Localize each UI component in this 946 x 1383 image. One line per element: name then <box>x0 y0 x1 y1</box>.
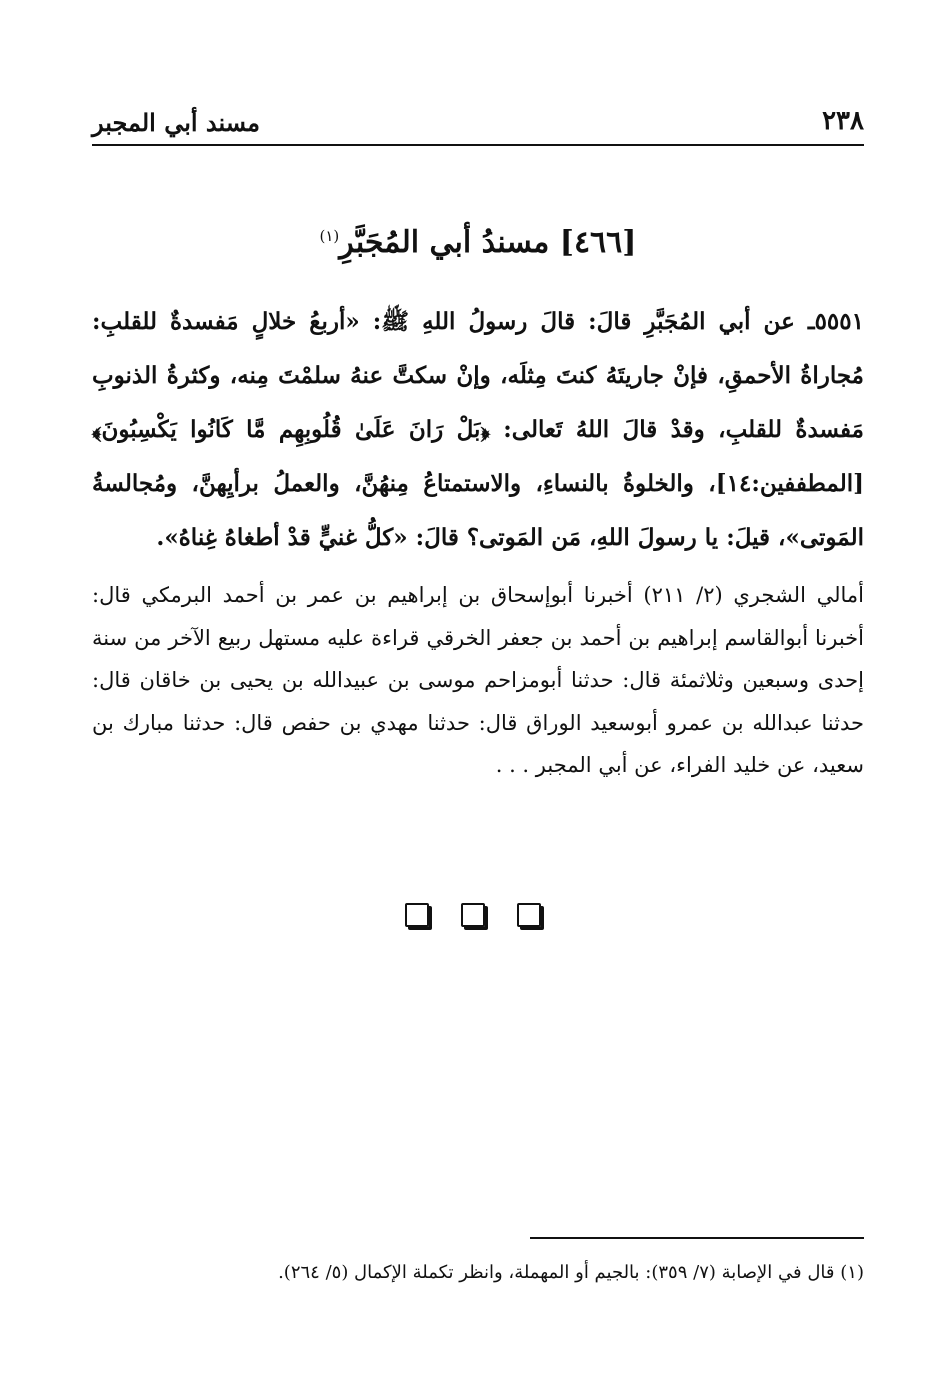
footnote-text: قال في الإصابة (٧/ ٣٥٩): بالجيم أو المهملة، وانظر تكملة الإكمال (٥/ ٢٦٤). <box>278 1262 835 1283</box>
hadith-paragraph <box>92 295 864 565</box>
hadith-text: عن أبي المُجَبَّرِ قالَ: قالَ رسولُ اللهِ ﷺ: «أربعُ خلالٍ مَفسدةٌ للقلبِ: مُجاراةُ الأحمقِ، فإنْ جاريتَهُ كنتَ مِثلَه، وإنْ سكتَّ عنهُ سلمْتَ مِنه، وكثرةُ الذنوبِ مَفسدةٌ للقلبِ، وقدْ قالَ اللهُ تَعالى: ﴿بَلْ رَانَ عَلَىٰ قُلُوبِهِم مَّا كَانُوا يَكْسِبُونَ﴾ [المطففين:١٤]، والخلوةُ بالنساءِ، والاستمتاعُ مِنهُنَّ، والعملُ برأيِهنَّ، ومُجالسةُ المَوتى»، قيلَ: يا رسولَ اللهِ، مَن المَوتى؟ قالَ: «كلُّ غنيٍّ قدْ أطغاهُ غِناهُ». <box>92 308 864 551</box>
footnote-reference: (١) <box>319 227 340 245</box>
running-title: مسند أبي المجبر <box>92 108 260 137</box>
section-title <box>92 225 864 260</box>
page-header <box>92 104 864 146</box>
section-separator <box>0 903 946 927</box>
section-name: مسندُ أبي المُجَبَّرِ <box>339 225 550 260</box>
source-paragraph: أمالي الشجري (٢/ ٢١١) أخبرنا أبوإسحاق بن إبراهيم بن عمر بن أحمد البرمكي قال: أخبرنا أبوالقاسم إبراهيم بن أحمد بن جعفر الخرقي قراءة عليه مستهل ربيع الآخر من سنة إحدى وسبعين وثلاثمئة قال: حدثنا أبومزاحم موسى بن عبيدالله بن يحيى بن خاقان قال: حدثنا عبدالله بن عمرو أبوسعيد الوراق قال: حدثنا مهدي بن حفص قال: حدثنا مبارك بن سعيد، عن خليد الفراء، عن أبي المجبر . . . <box>92 583 864 777</box>
footnote-marker: (١) <box>840 1262 864 1283</box>
page-number: ٢٣٨ <box>822 106 864 136</box>
separator-square-icon <box>461 903 485 927</box>
footnote-divider <box>530 1237 864 1239</box>
footnote <box>92 1258 864 1288</box>
section-number: [٤٦٦] <box>559 225 637 260</box>
hadith-number: ٥٥٥١ـ <box>807 308 864 335</box>
separator-square-icon <box>517 903 541 927</box>
separator-square-icon <box>405 903 429 927</box>
